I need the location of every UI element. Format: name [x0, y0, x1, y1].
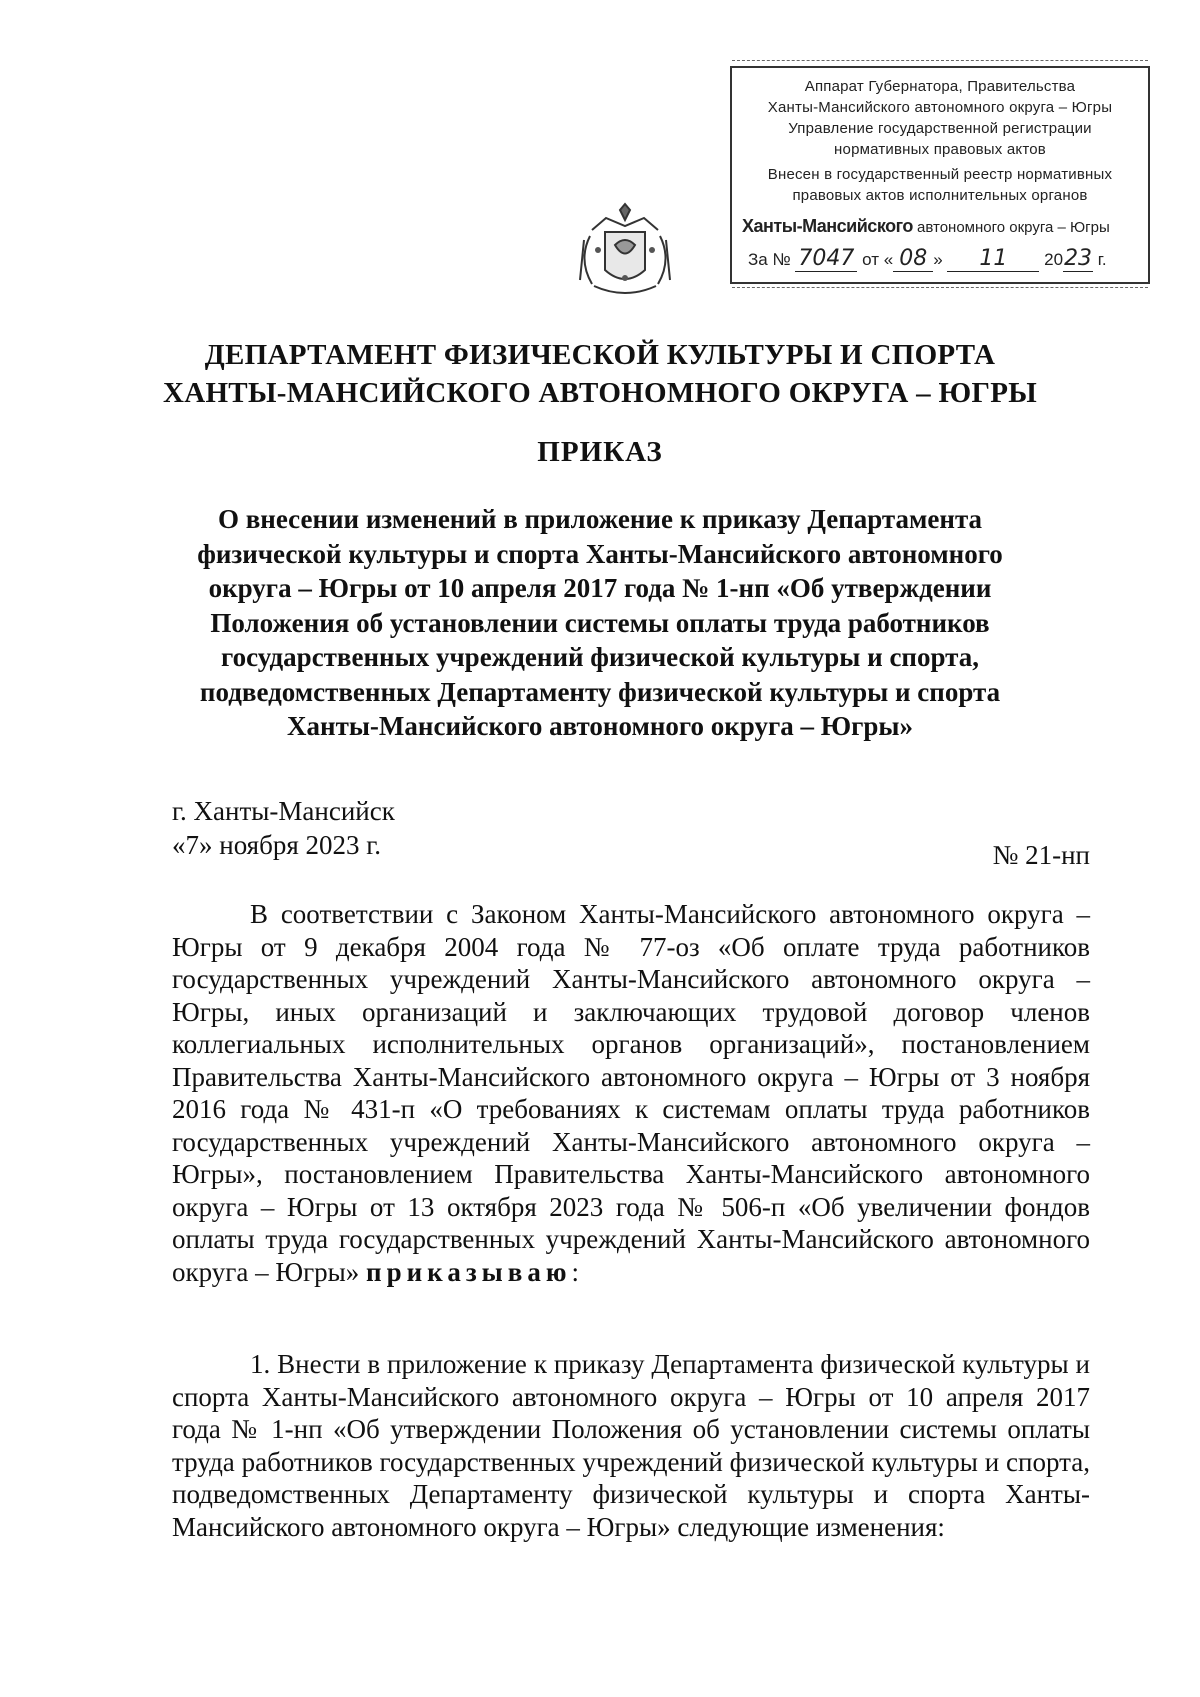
item-1-paragraph: 1. Внести в приложение к приказу Департамента физической культуры и спорта Ханты-Мансийского автономного округа – Югры от 10 апреля 2017 года № 1-нп «Об утверждении Положения об установлении системы оплаты труда работников государственных учреждений физической культуры и спорта, подведомственных Департаменту физической культуры и спорта Ханты-Мансийского автономного округа – Югры» следующие изменения:: [172, 1349, 1090, 1542]
stamp-reg-year-prefix: 20: [1044, 250, 1064, 269]
stamp-registry: [732, 164, 1148, 206]
stamp-region-small: автономного округа – Югры: [917, 219, 1110, 236]
subject-line: физической культуры и спорта Ханты-Мансийского автономного: [197, 538, 1003, 569]
stamp-reg-close: »: [933, 250, 943, 269]
department-title: [0, 336, 1200, 412]
department-line: ХАНТЫ-МАНСИЙСКОГО АВТОНОМНОГО ОКРУГА – ЮГРЫ: [162, 377, 1038, 409]
stamp-reg-prefix: За №: [748, 250, 791, 269]
subject-line: государственных учреждений физической культуры и спорта,: [221, 642, 979, 672]
subject-line: Ханты-Мансийского автономного округа – Югры»: [287, 711, 913, 741]
issue-date: «7» ноября 2023 г.: [172, 830, 382, 860]
subject-line: округа – Югры от 10 апреля 2017 года № 1-нп «Об утверждении: [208, 573, 992, 603]
stamp-line: нормативных правовых актов: [834, 141, 1046, 158]
stamp-registration-number: [748, 246, 1138, 272]
document-type: ПРИКАЗ: [537, 436, 663, 468]
issue-city: г. Ханты-Мансийск: [172, 796, 395, 826]
stamp-reg-day: 08: [893, 246, 933, 272]
preamble-text: В соответствии с Законом Ханты-Мансийского автономного округа – Югры от 9 декабря 2004 года № 77-оз «Об оплате труда работников государственных учреждений Ханты-Мансийского автономного округа – Югры, иных организаций и заключающих трудовой договор членов коллегиальных исполнительных органов организаций», постановлением Правительства Ханты-Мансийского автономного округа – Югры от 3 ноября 2016 года № 431-п «О требованиях к системам оплаты труда работников государственных учреждений Ханты-Мансийского автономного округа – Югры», постановлением Правительства Ханты-Мансийского автономного округа – Югры от 13 октября 2023 года № 506-п «Об увеличении фондов оплаты труда государственных учреждений Ханты-Мансийского автономного округа – Югры»: [172, 899, 1090, 1287]
order-subject: [0, 502, 1200, 744]
stamp-line: правовых актов исполнительных органов: [792, 187, 1088, 204]
subject-line: О внесении изменений в приложение к приказу Департамента: [217, 504, 983, 534]
stamp-line: Ханты-Мансийского автономного округа – Югры: [767, 99, 1113, 116]
stamp-reg-year: 23: [1064, 246, 1093, 271]
coat-of-arms-icon: [570, 200, 680, 305]
stamp-reg-from: от «: [862, 250, 894, 269]
order-number: № 21-нп: [992, 840, 1090, 870]
stamp-reg-suffix: г.: [1097, 250, 1107, 269]
stamp-border-bottom: [732, 287, 1148, 288]
stamp-region: [742, 216, 1140, 237]
stamp-line: Внесен в государственный реестр нормативных: [767, 166, 1113, 183]
stamp-region-big: Ханты-Мансийского: [742, 216, 913, 236]
subject-line: Положения об установлении системы оплаты труда работников: [210, 607, 990, 638]
stamp-line: Аппарат Губернатора, Правительства: [804, 78, 1076, 95]
stamp-header: [732, 76, 1148, 160]
stamp-reg-month: 11: [947, 246, 1039, 272]
stamp-line: Управление государственной регистрации: [788, 120, 1092, 137]
registration-stamp: [730, 66, 1150, 284]
stamp-reg-number: 7047: [795, 246, 857, 272]
department-line: ДЕПАРТАМЕНТ ФИЗИЧЕСКОЙ КУЛЬТУРЫ И СПОРТА: [204, 339, 996, 371]
order-word: приказываю: [366, 1256, 572, 1287]
stamp-border-top: [732, 60, 1148, 61]
preamble-paragraph: [172, 898, 1090, 1288]
preamble-end: :: [571, 1256, 579, 1287]
subject-line: подведомственных Департаменту физической культуры и спорта: [199, 676, 1001, 707]
